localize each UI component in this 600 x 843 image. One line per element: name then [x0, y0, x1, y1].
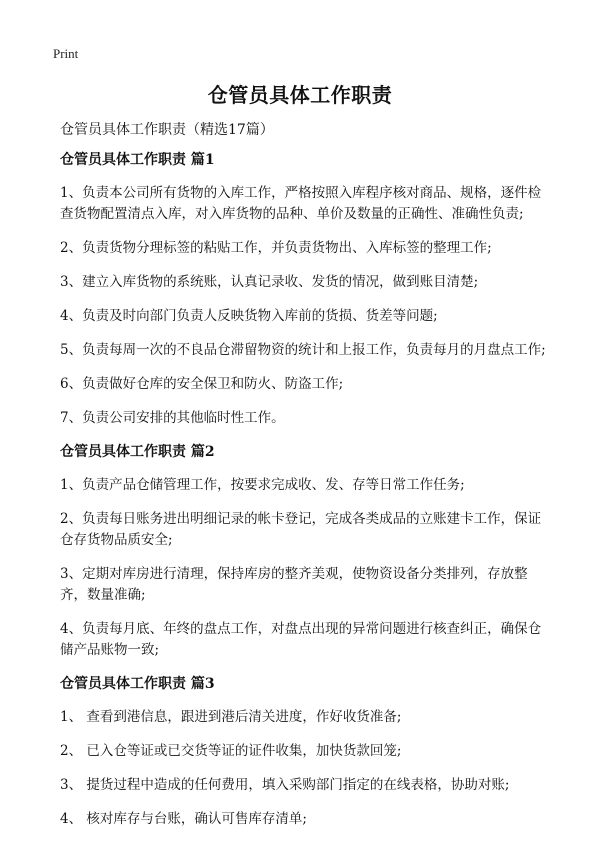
list-item: 2、负责货物分理标签的粘贴工作，并负责货物出、入库标签的整理工作;: [60, 240, 492, 256]
section-heading: 仓管员具体工作职责 篇2: [60, 444, 215, 460]
document-body: [60, 150, 550, 843]
list-item: 6、负责做好仓库的安全保卫和防火、防盗工作;: [60, 376, 344, 392]
section-heading: 仓管员具体工作职责 篇1: [60, 152, 215, 168]
list-item: 4、负责及时向部门负责人反映货物入库前的货损、货差等问题;: [60, 308, 438, 324]
document-subtitle: 仓管员具体工作职责（精选17篇）: [60, 122, 274, 138]
section-3: [60, 674, 550, 830]
list-item: 3、定期对库房进行清理，保持库房的整齐美观，使物资设备分类排列，存放整齐，数量准确;: [60, 566, 528, 603]
list-item: 4、 核对库存与台账，确认可售库存清单;: [60, 811, 307, 827]
list-item: 2、负责每日账务进出明细记录的帐卡登记，完成各类成品的立账建卡工作，保证仓存货物品质安全;: [60, 511, 542, 548]
print-label[interactable]: Print: [53, 46, 79, 61]
list-item: 3、 提货过程中造成的任何费用，填入采购部门指定的在线表格，协助对账;: [60, 777, 510, 793]
list-item: 1、负责本公司所有货物的入库工作，严格按照入库程序核对商品、规格，逐件检查货物配置清点入库，对入库货物的品种、单价及数量的正确性、准确性负责;: [60, 185, 542, 222]
section-heading: 仓管员具体工作职责 篇3: [60, 676, 215, 692]
list-item: 5、负责每周一次的不良品仓滞留物资的统计和上报工作，负责每月的月盘点工作;: [60, 342, 546, 358]
list-item: 2、 已入仓等证或已交货等证的证件收集，加快货款回笼;: [60, 743, 402, 759]
list-item: 3、建立入库货物的系统账，认真记录收、发货的情况，做到账目清楚;: [60, 274, 479, 290]
list-item: 4、负责每月底、年终的盘点工作，对盘点出现的异常问题进行核查纠正，确保仓储产品账物一致;: [60, 621, 542, 658]
document-title: 仓管员具体工作职责: [207, 83, 393, 107]
list-item: 1、负责产品仓储管理工作，按要求完成收、发、存等日常工作任务;: [60, 477, 465, 493]
list-item: 7、负责公司安排的其他临时性工作。: [60, 410, 285, 426]
list-item: 1、 查看到港信息，跟进到港后清关进度，作好收货准备;: [60, 709, 402, 725]
section-2: [60, 442, 550, 661]
section-1: [60, 150, 550, 429]
